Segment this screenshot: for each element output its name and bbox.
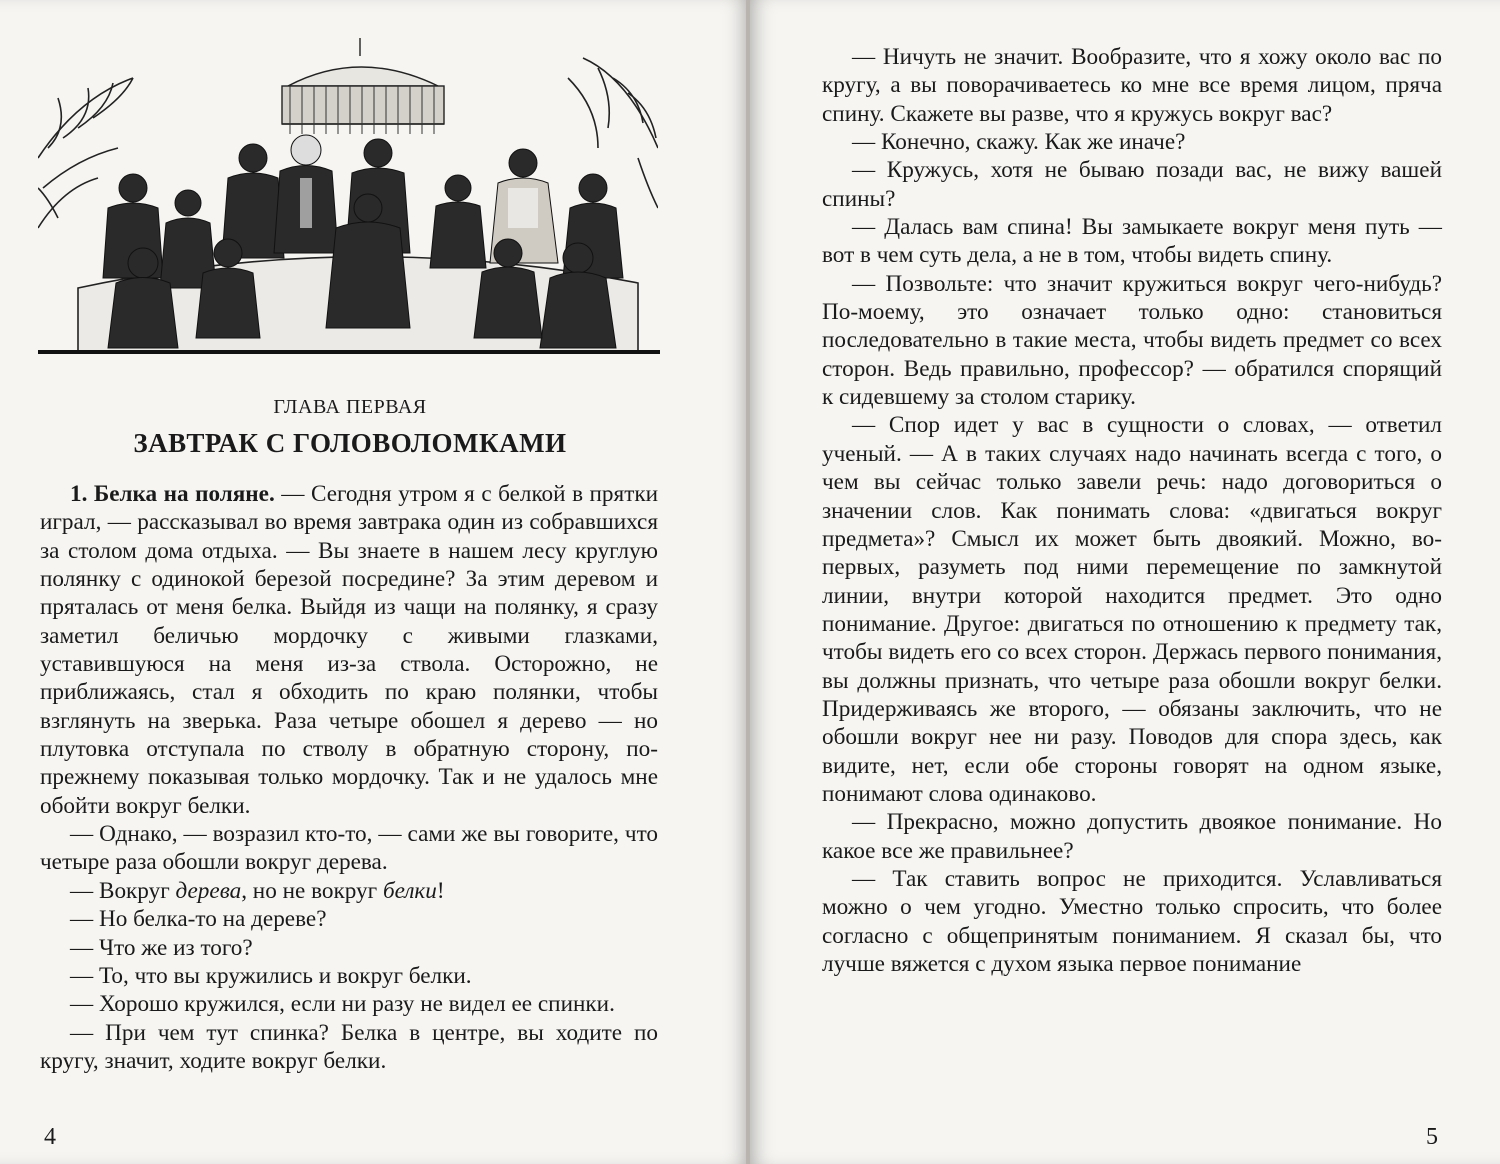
paragraph: — Вокруг дерева, но не вокруг белки! bbox=[70, 877, 445, 904]
paragraph: — Хорошо кружился, если ни разу не видел ее спинки. bbox=[70, 991, 615, 1018]
paragraph: — При чем тут спинка? Белка в центре, вы ходите по кругу, значит, ходите вокруг белки. bbox=[40, 1019, 658, 1074]
left-page-text bbox=[40, 480, 658, 1075]
paragraph: — Ничуть не значит. Вообразите, что я хожу около вас по кругу, а вы поворачиваетесь ко мне все время лицом, пряча спину. Скажете вы разве, что я кружусь вокруг вас? bbox=[822, 44, 1442, 127]
right-page bbox=[750, 0, 1500, 1164]
paragraph: — Спор идет у вас в сущности о словах, — ответил ученый. — А в таких случаях надо начинать всегда с того, о чем вы сейчас только завели речь: надо договориться о значении слов. Как понимать слова: «двигаться вокруг предмета»? Смысл их может быть двоякий. Можно, во-первых, разуметь под ними перемещение по замкнутой линии, внутри которой находится предмет. Это одно понимание. Другое: двигаться по отношению к предмету так, чтобы видеть его со всех сторон. Держась первого понимания, вы должны признать, что четыре раза обошли вокруг белки. Придерживаясь же второго, — обязаны заключить, что не обошли вокруг нее ни разу. Поводов для спора здесь, как видите, нет, если обе стороны говорят на одном языке, понимают слова одинаково. bbox=[822, 412, 1442, 807]
left-page bbox=[0, 0, 748, 1164]
chapter-illustration bbox=[38, 38, 658, 354]
illustration-rule bbox=[38, 350, 660, 354]
paragraph: — Прекрасно, можно допустить двоякое понимание. Но какое все же правильнее? bbox=[822, 809, 1442, 864]
paragraph: — Что же из того? bbox=[70, 934, 253, 961]
paragraph: — Кружусь, хотя не бываю позади вас, не вижу вашей спины? bbox=[822, 157, 1442, 212]
paragraph: — То, что вы кружились и вокруг белки. bbox=[70, 962, 472, 989]
paragraph: — Однако, — возразил кто-то, — сами же вы говорите, что четыре раза обошли вокруг дерева. bbox=[40, 821, 658, 876]
paragraph: — Так ставить вопрос не приходится. Уславливаться можно о чем угодно. Уместно только спросить, что более согласно с общепринятым пониманием. Я сказал бы, что лучше вяжется с духом языка первое понимание bbox=[822, 865, 1442, 977]
page-number: 4 bbox=[44, 1124, 56, 1150]
page-number: 5 bbox=[1426, 1124, 1438, 1150]
right-page-text bbox=[822, 43, 1442, 978]
paragraph: — Конечно, скажу. Как же иначе? bbox=[852, 129, 1186, 156]
paragraph: 1. Белка на поляне. — Сегодня утром я с белкой в прятки играл, — рассказывал во время завтрака один из собравшихся за столом дома отдыха. — Вы знаете в нашем лесу круглую полянку с одинокой березой посредине? За этим деревом и пряталась от меня белка. Выйдя из чащи на полянку, я сразу заметил беличью мордочку с живыми глазками, уставившуюся на меня из-за ствола. Осторожно, не приближаясь, стал я обходить по краю полянки, чтобы взглянуть на зверька. Раза четыре обошел я дерево — но плутовка отступала по стволу в обратную сторону, по-прежнему показывая только мордочку. Так и не удалось мне обойти вокруг белки. bbox=[40, 481, 658, 819]
chapter-label: ГЛАВА ПЕРВАЯ bbox=[273, 396, 427, 418]
section-title: 1. Белка на поляне. bbox=[70, 481, 275, 507]
paragraph: — Позвольте: что значит кружиться вокруг чего-нибудь? По-моему, это означает только одно: становиться последовательно в такие места, чтобы видеть предмет со всех сторон. Ведь правильно, профессор? — обратился спорящий к сидевшему за столом старику. bbox=[822, 270, 1442, 411]
paragraph: — Но белка-то на дереве? bbox=[70, 906, 327, 933]
breakfast-scene-drawing bbox=[38, 38, 658, 354]
chapter-title: ЗАВТРАК С ГОЛОВОЛОМКАМИ bbox=[133, 428, 567, 458]
paragraph: — Далась вам спина! Вы замыкаете вокруг меня путь — вот в чем суть дела, а не в том, чтобы видеть спину. bbox=[822, 214, 1442, 269]
